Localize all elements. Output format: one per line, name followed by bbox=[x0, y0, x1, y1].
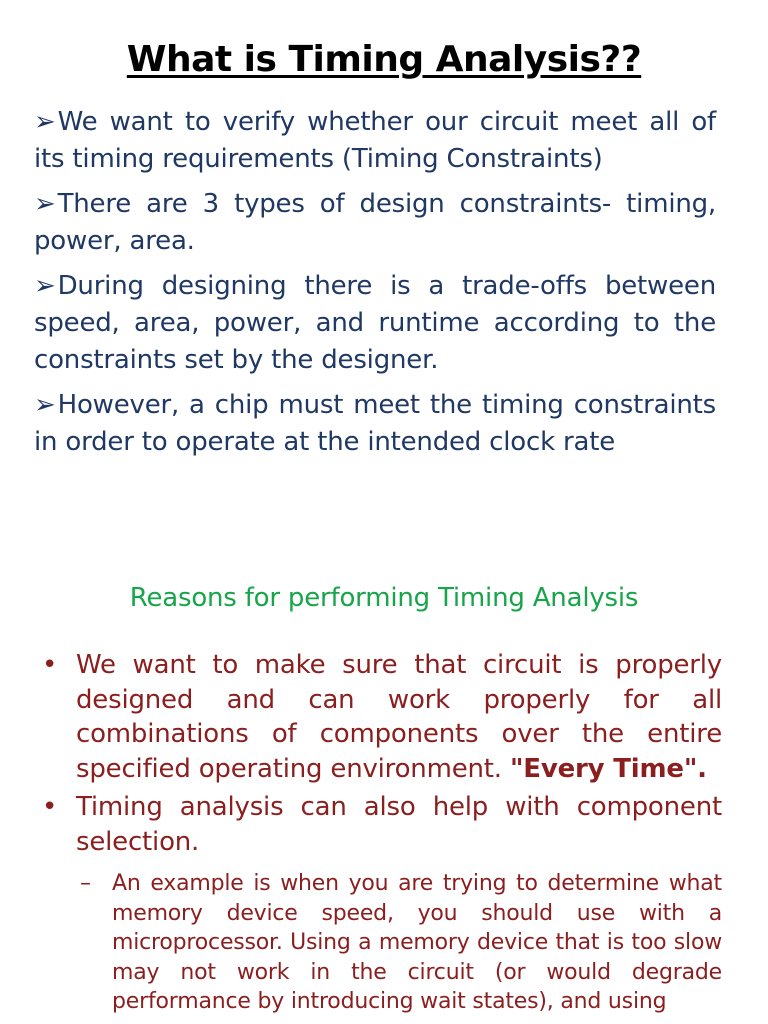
reason-sub-text: An example is when you are trying to determine what memory device speed, you should use with a microprocessor. Using a memory device that is too slow may not work in the circuit (or would degrade performance by introducing wait states), and using bbox=[112, 871, 722, 1014]
arrow-bullet-icon: ➢ bbox=[34, 390, 56, 420]
dash-bullet-icon: – bbox=[80, 871, 91, 896]
intro-point-text: There are 3 types of design constraints- timing, power, area. bbox=[34, 189, 716, 256]
intro-point-text: However, a chip must meet the timing constraints in order to operate at the intended clock rate bbox=[34, 390, 716, 457]
reason-item bbox=[42, 790, 722, 859]
reason-sub-item bbox=[42, 869, 722, 1017]
arrow-bullet-icon: ➢ bbox=[34, 107, 56, 137]
reason-text: Timing analysis can also help with component selection. bbox=[76, 792, 722, 857]
reason-emphasis: "Every Time". bbox=[509, 753, 707, 784]
dot-bullet-icon: • bbox=[42, 650, 58, 680]
dot-bullet-icon: • bbox=[42, 792, 58, 822]
intro-point-text: During designing there is a trade-offs between speed, area, power, and runtime according to the constraints set by the designer. bbox=[34, 271, 716, 375]
page-title: What is Timing Analysis?? bbox=[126, 39, 642, 80]
arrow-bullet-icon: ➢ bbox=[34, 189, 56, 219]
section-heading: Reasons for performing Timing Analysis bbox=[129, 583, 639, 613]
intro-point bbox=[34, 186, 716, 260]
arrow-bullet-icon: ➢ bbox=[34, 271, 56, 301]
intro-point bbox=[34, 104, 716, 178]
reasons-list bbox=[42, 648, 722, 1017]
intro-point-text: We want to verify whether our circuit meet all of its timing requirements (Timing Constraints) bbox=[34, 107, 716, 174]
intro-point-list bbox=[34, 104, 716, 469]
intro-point bbox=[34, 268, 716, 379]
reason-item bbox=[42, 648, 722, 786]
intro-point bbox=[34, 387, 716, 461]
reason-text: We want to make sure that circuit is properly designed and can work properly for all combinations of components over the entire specified operating environment. bbox=[76, 650, 722, 784]
